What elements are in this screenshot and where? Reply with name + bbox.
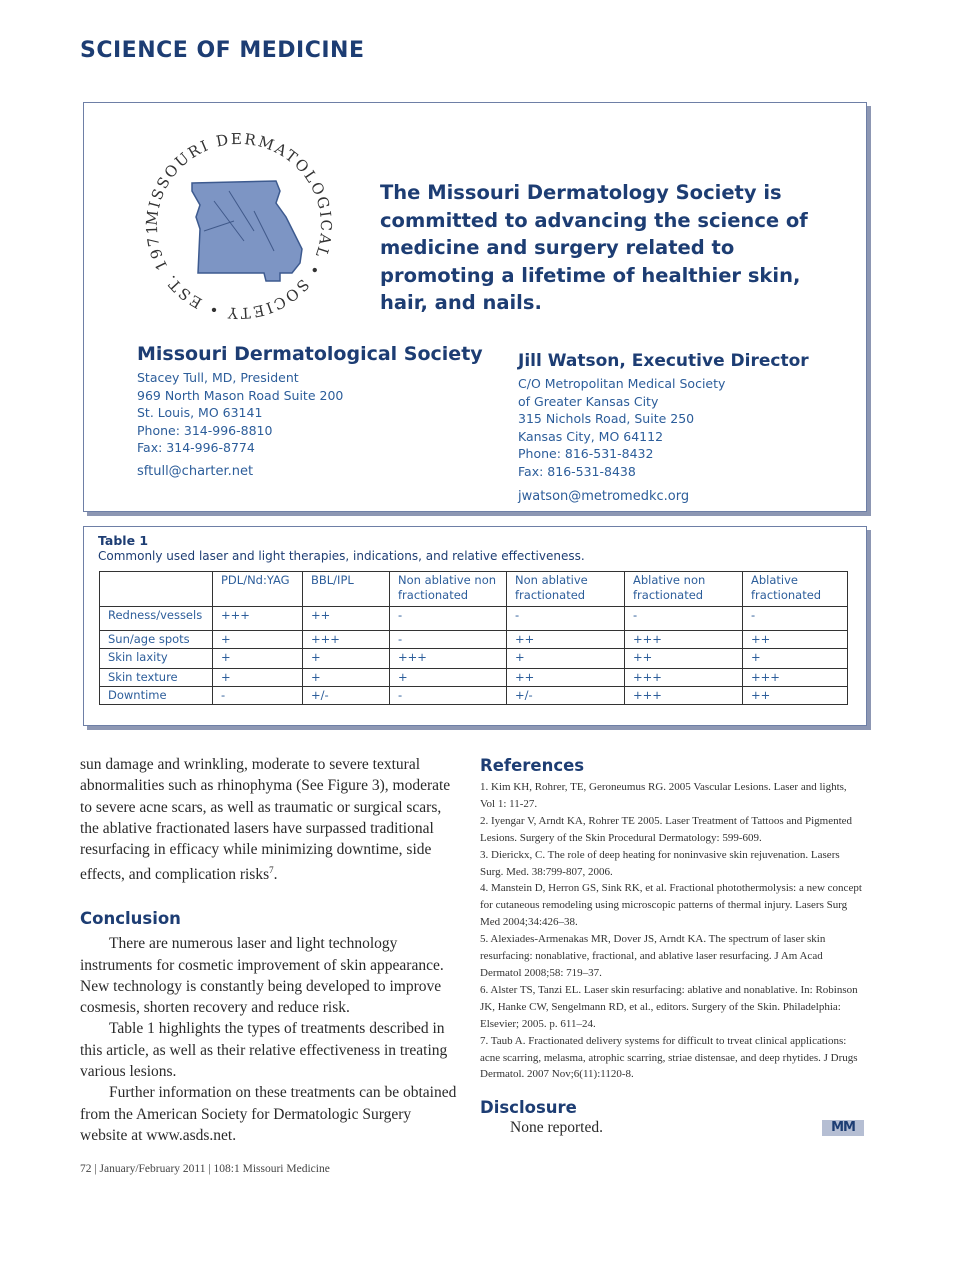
table-box — [83, 526, 867, 726]
table-cell: + — [390, 669, 507, 687]
director-contact-block — [518, 351, 809, 506]
society-seal-logo — [134, 121, 344, 331]
table-cell: ++ — [743, 687, 848, 705]
row-label: Skin texture — [100, 669, 213, 687]
header-cell: Non ablative fractionated — [507, 572, 625, 607]
header-cell: Ablative non fractionated — [625, 572, 743, 607]
mm-end-mark-logo: MM — [822, 1120, 864, 1136]
table-cell: + — [213, 669, 303, 687]
therapy-effectiveness-table — [99, 571, 848, 705]
reference-list — [480, 779, 864, 1083]
table-cell: + — [213, 649, 303, 669]
row-label: Downtime — [100, 687, 213, 705]
disclosure-text: None reported. — [510, 1119, 603, 1137]
row-label: Redness/vessels — [100, 607, 213, 631]
table-cell: + — [303, 649, 390, 669]
reference-item: 4. Manstein D, Herron GS, Sink RK, et al. Fractional photothermolysis: a new concept for cutaneous remodeling using microscopic patterns of thermal injury. Lasers Surg Med 2004;34:426–38. — [480, 882, 862, 929]
address-line: 969 North Mason Road Suite 200 — [137, 387, 344, 403]
table-cell: ++ — [303, 607, 390, 631]
society-ad-box — [83, 102, 867, 512]
table-cell: - — [625, 607, 743, 631]
table-cell: - — [213, 687, 303, 705]
table-header-row — [100, 572, 848, 607]
table-cell: ++ — [743, 631, 848, 649]
table-row — [100, 687, 848, 705]
reference-item: 1. Kim KH, Rohrer, TE, Geroneumus RG. 2005 Vascular Lesions. Laser and lights, Vol 1: 11-27. — [480, 781, 847, 810]
table-cell: + — [303, 669, 390, 687]
reference-item: 2. Iyengar V, Arndt KA, Rohrer TE 2005. Laser Treatment of Tattoos and Pigmented Lesions. Surgery of the Skin Procedural Dermatology: 599-609. — [480, 814, 853, 844]
table-cell: +++ — [303, 631, 390, 649]
director-email-link[interactable]: jwatson@metromedkc.org — [518, 489, 690, 504]
reference-item: 5. Alexiades-Armenakas MR, Dover JS, Arndt KA. The spectrum of laser skin resurfacing: nonablative, fractional, and ablative laser resurfacing. J Am Acad Dermatol 2008;58: 719–37. — [480, 933, 826, 979]
missouri-map-icon — [192, 181, 302, 281]
reference-item: 7. Taub A. Fractionated delivery systems for difficult to trveat clinical applications: acne scarring, melasma, atrophic scarring, striae distensae, and deep rhytides. J Drugs Dermatol. 2007 Nov;6(11):1120-8. — [480, 1034, 858, 1081]
row-label: Skin laxity — [100, 649, 213, 669]
intro-text: sun damage and wrinkling, moderate to severe textural abnormalities such as rhinophyma (See Figure 3), moderate to severe acne scars, as well as traumatic or surgical scars, the ablative fractionated lasers have surpassed traditional resurfacing in efficacy while minimizing downtime, side effects, and complication risks — [80, 756, 451, 884]
section-header: SCIENCE OF MEDICINE — [80, 38, 365, 63]
table-cell: + — [743, 649, 848, 669]
phone-line: Phone: 314-996-8810 — [137, 422, 273, 438]
table-cell: +++ — [390, 649, 507, 669]
table-cell: - — [743, 607, 848, 631]
table-cell: ++ — [625, 649, 743, 669]
page-footer: 72 | January/February 2011 | 108:1 Missouri Medicine — [80, 1163, 330, 1175]
phone-line: Phone: 816-531-8432 — [518, 446, 654, 461]
organization-line: C/O Metropolitan Medical Society — [518, 376, 726, 391]
city-line: Kansas City, MO 64112 — [518, 428, 664, 444]
table-cell: +++ — [625, 631, 743, 649]
left-column — [80, 754, 462, 1146]
table-cell: +++ — [625, 687, 743, 705]
table-row — [100, 631, 848, 649]
header-cell: Ablative fractionated — [743, 572, 848, 607]
seal-arc-text: MISSOURI DERMATOLOGICAL • SOCIETY • EST. 1971 — [142, 129, 336, 323]
conclusion-paragraph: Table 1 highlights the types of treatments described in this article, as well as their relative effectiveness in treating various lesions. — [80, 1020, 448, 1081]
society-tagline: The Missouri Dermatology Society is committed to advancing the science of medicine and surgery related to promoting a lifetime of healthier skin, hair, and nails. — [380, 181, 808, 314]
table-cell: + — [213, 631, 303, 649]
table-cell: +++ — [743, 669, 848, 687]
row-label: Sun/age spots — [100, 631, 213, 649]
conclusion-paragraph: Further information on these treatments can be obtained from the American Society for Dermatologic Surgery website at www.asds.net. — [80, 1084, 457, 1144]
table-cell: - — [390, 607, 507, 631]
table-cell: ++ — [507, 631, 625, 649]
table-row — [100, 649, 848, 669]
conclusion-heading: Conclusion — [80, 908, 181, 928]
table-label: Table 1 — [98, 533, 149, 548]
table-row — [100, 669, 848, 687]
right-column — [480, 756, 864, 1137]
society-email-link[interactable]: sftull@charter.net — [137, 463, 254, 479]
table-cell: - — [390, 687, 507, 705]
header-cell: BBL/IPL — [303, 572, 390, 607]
table-cell: - — [507, 607, 625, 631]
fax-line: Fax: 816-531-8438 — [518, 463, 636, 479]
table-cell: - — [390, 631, 507, 649]
table-caption: Commonly used laser and light therapies, indications, and relative effectiveness. — [98, 549, 585, 563]
header-cell: PDL/Nd:YAG — [213, 572, 303, 607]
table-cell: + — [507, 649, 625, 669]
table-row — [100, 607, 848, 631]
references-heading: References — [480, 756, 585, 775]
table-cell: +/- — [507, 687, 625, 705]
fax-line: Fax: 314-996-8774 — [137, 440, 255, 455]
organization-line-2: of Greater Kansas City — [518, 393, 659, 409]
president-line: Stacey Tull, MD, President — [137, 370, 299, 385]
intro-end: . — [273, 866, 278, 884]
disclosure-heading: Disclosure — [480, 1098, 577, 1118]
table-cell: +/- — [303, 687, 390, 705]
table-cell: +++ — [213, 607, 303, 631]
conclusion-paragraph: There are numerous laser and light technology instruments for cosmetic improvement of skin appearance. New technology is constantly being developed to improve cosmesis, shorten recovery and reduce risk. — [80, 935, 444, 1017]
citation-superscript: 7 — [269, 865, 274, 876]
intro-paragraph — [80, 754, 462, 886]
society-name: Missouri Dermatological Society — [137, 343, 483, 365]
header-cell — [100, 572, 213, 607]
header-cell: Non ablative non fractionated — [390, 572, 507, 607]
address-line: 315 Nichols Road, Suite 250 — [518, 411, 695, 426]
society-contact-block — [137, 343, 483, 480]
city-line: St. Louis, MO 63141 — [137, 405, 263, 420]
table-cell: +++ — [625, 669, 743, 687]
reference-item: 3. Dierickx, C. The role of deep heating for noninvasive skin rejuvenation. Lasers Surg. Med. 38:799-807, 2006. — [480, 848, 840, 878]
director-name: Jill Watson, Executive Director — [518, 351, 809, 371]
reference-item: 6. Alster TS, Tanzi EL. Laser skin resurfacing: ablative and nonablative. In: Robinson JK, Hanke CW, Sengelmann RD, et al., editors. Surgery of the Skin. Philadelphia: Elsevier; 2005. p. 611–24. — [480, 983, 858, 1030]
table-cell: ++ — [507, 669, 625, 687]
